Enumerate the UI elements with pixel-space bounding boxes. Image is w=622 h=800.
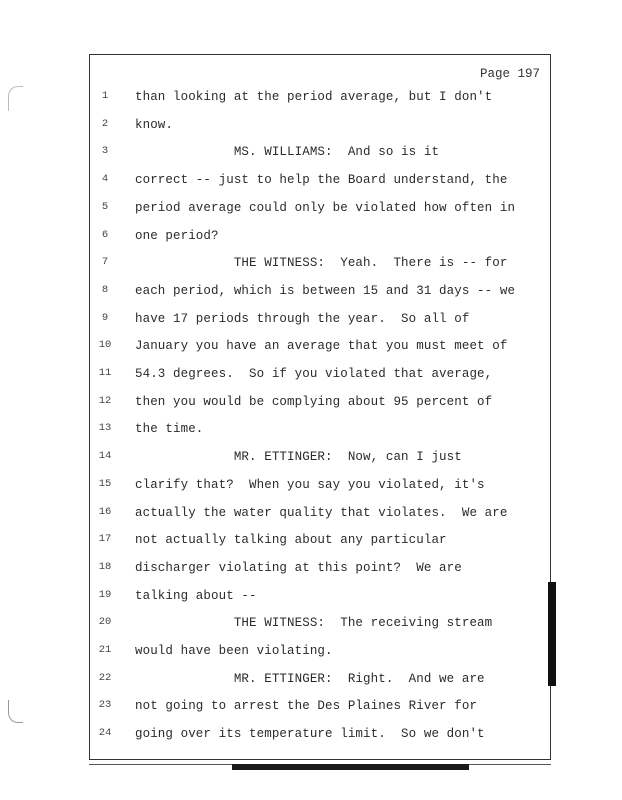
- line-text: discharger violating at this point? We are: [135, 560, 462, 575]
- line-text: MS. WILLIAMS: And so is it: [135, 145, 440, 160]
- transcript-line: [0, 589, 560, 609]
- transcript-line: [0, 367, 560, 387]
- transcript-line: [0, 506, 560, 526]
- line-number: 15: [98, 477, 112, 490]
- line-text: would have been violating.: [135, 644, 333, 658]
- transcript-line: [0, 478, 560, 498]
- transcript-line: [0, 395, 560, 415]
- line-text: then you would be complying about 95 percent of: [135, 394, 493, 409]
- transcript-line: [0, 699, 560, 719]
- line-number: 14: [98, 450, 112, 463]
- line-number: 10: [98, 339, 112, 352]
- transcript-line: [0, 118, 560, 138]
- line-text: going over its temperature limit. So we don't: [135, 727, 485, 742]
- line-number: 24: [98, 727, 112, 740]
- line-text: the time.: [135, 422, 204, 437]
- page-number: Page 197: [479, 67, 540, 81]
- line-number: 3: [101, 145, 109, 158]
- transcript-line: [0, 312, 560, 332]
- line-text: clarify that? When you say you violated, it's: [135, 477, 485, 492]
- transcript-line: [0, 644, 560, 664]
- line-text: correct -- just to help the Board understand, the: [135, 173, 508, 188]
- line-number: 11: [98, 367, 112, 379]
- line-number: 5: [101, 200, 109, 213]
- line-text: know.: [135, 117, 174, 132]
- transcript-line: [0, 145, 560, 165]
- line-text: MR. ETTINGER: Now, can I just: [135, 450, 462, 465]
- line-number: 13: [98, 422, 112, 435]
- line-text: one period?: [135, 228, 219, 243]
- line-number: 7: [101, 256, 109, 269]
- line-text: talking about --: [135, 588, 257, 603]
- line-number: 8: [101, 283, 109, 296]
- line-text: than looking at the period average, but I don't: [135, 90, 493, 104]
- transcript-line: [0, 339, 560, 359]
- transcript-line: [0, 616, 560, 636]
- line-text: MR. ETTINGER: Right. And we are: [135, 671, 485, 686]
- transcript-line: [0, 561, 560, 581]
- line-text: period average could only be violated how often in: [135, 200, 516, 215]
- line-number: 23: [98, 699, 112, 712]
- line-number: 21: [98, 644, 112, 656]
- line-number: 12: [98, 394, 112, 407]
- line-number: 17: [98, 533, 112, 546]
- transcript-line: [0, 672, 560, 692]
- transcript-line: [0, 229, 560, 249]
- line-number: 20: [98, 616, 112, 629]
- line-number: 16: [98, 505, 112, 518]
- line-text: have 17 periods through the year. So all of: [135, 311, 470, 326]
- transcript-line: [0, 422, 560, 442]
- transcript-line: [0, 256, 560, 276]
- line-number: 19: [98, 588, 112, 601]
- line-number: 2: [101, 117, 109, 130]
- line-number: 1: [101, 90, 109, 102]
- line-text: not going to arrest the Des Plaines River for: [135, 699, 478, 714]
- transcript-line: [0, 533, 560, 553]
- bottom-scan-bar: [232, 764, 469, 770]
- line-text: each period, which is between 15 and 31 days -- we: [135, 283, 516, 298]
- line-text: 54.3 degrees. So if you violated that average,: [135, 367, 493, 381]
- line-text: THE WITNESS: Yeah. There is -- for: [135, 256, 508, 271]
- line-text: actually the water quality that violates. We are: [135, 505, 508, 520]
- transcript-line: [0, 284, 560, 304]
- line-number: 9: [101, 311, 109, 324]
- transcript-line: [0, 727, 560, 747]
- line-text: January you have an average that you must meet of: [135, 339, 508, 354]
- line-number: 4: [101, 173, 109, 186]
- transcript-line: [0, 90, 560, 110]
- transcript-line: [0, 450, 560, 470]
- transcript-line: [0, 201, 560, 221]
- line-number: 18: [98, 560, 112, 573]
- line-text: THE WITNESS: The receiving stream: [135, 616, 493, 631]
- transcript-line: [0, 173, 560, 193]
- line-number: 22: [98, 671, 112, 684]
- line-number: 6: [101, 228, 109, 241]
- line-text: not actually talking about any particular: [135, 533, 447, 548]
